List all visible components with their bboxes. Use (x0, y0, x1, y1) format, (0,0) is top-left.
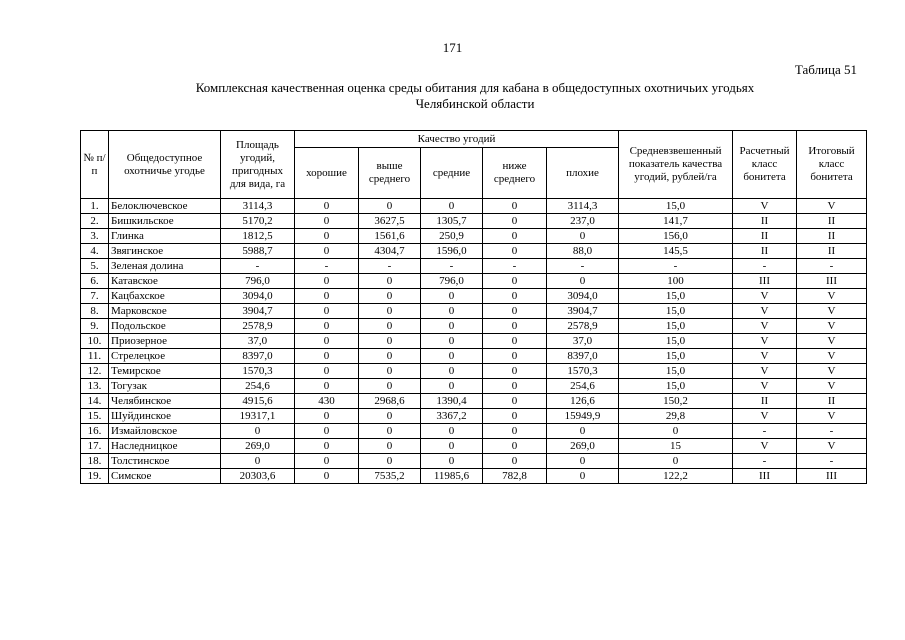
cell-below-average: 782,8 (483, 469, 547, 484)
cell-average: 1596,0 (421, 244, 483, 259)
cell-poor: 0 (547, 229, 619, 244)
table-row (81, 424, 867, 439)
cell-poor: 0 (547, 454, 619, 469)
cell-num: 4. (81, 244, 109, 259)
cell-final-class: II (797, 229, 867, 244)
cell-weighted: 15,0 (619, 304, 733, 319)
cell-calc-class: V (733, 364, 797, 379)
cell-calc-class: - (733, 259, 797, 274)
table-row (81, 214, 867, 229)
cell-area: 5170,2 (221, 214, 295, 229)
cell-average: 0 (421, 349, 483, 364)
cell-area: 269,0 (221, 439, 295, 454)
cell-above-average: 4304,7 (359, 244, 421, 259)
header-quality: Качество угодий (295, 131, 619, 148)
cell-good: 430 (295, 394, 359, 409)
cell-num: 16. (81, 424, 109, 439)
cell-above-average: 0 (359, 364, 421, 379)
cell-above-average: 2968,6 (359, 394, 421, 409)
cell-average: 0 (421, 454, 483, 469)
cell-weighted: 15,0 (619, 364, 733, 379)
cell-average: 3367,2 (421, 409, 483, 424)
cell-poor: 2578,9 (547, 319, 619, 334)
cell-name: Темирское (109, 364, 221, 379)
cell-num: 14. (81, 394, 109, 409)
table-row (81, 274, 867, 289)
cell-below-average: 0 (483, 244, 547, 259)
cell-above-average: 3627,5 (359, 214, 421, 229)
cell-average: 0 (421, 334, 483, 349)
cell-num: 1. (81, 199, 109, 214)
cell-final-class: V (797, 379, 867, 394)
cell-below-average: 0 (483, 199, 547, 214)
cell-above-average: 0 (359, 289, 421, 304)
cell-below-average: 0 (483, 454, 547, 469)
cell-final-class: V (797, 289, 867, 304)
cell-name: Толстинское (109, 454, 221, 469)
page-number: 171 (442, 40, 463, 55)
cell-poor: 0 (547, 274, 619, 289)
cell-poor: 1570,3 (547, 364, 619, 379)
cell-area: 2578,9 (221, 319, 295, 334)
cell-weighted: 15,0 (619, 319, 733, 334)
cell-num: 7. (81, 289, 109, 304)
title-line-1: Комплексная качественная оценка среды обитания для кабана в общедоступных охотничьих угодьях (195, 80, 755, 95)
cell-calc-class: II (733, 229, 797, 244)
table-label: Таблица 51 (794, 62, 857, 77)
cell-num: 12. (81, 364, 109, 379)
table-row (81, 394, 867, 409)
cell-good: 0 (295, 289, 359, 304)
cell-num: 3. (81, 229, 109, 244)
cell-good: 0 (295, 304, 359, 319)
cell-poor: 0 (547, 424, 619, 439)
cell-above-average: 0 (359, 274, 421, 289)
cell-area: 1570,3 (221, 364, 295, 379)
cell-above-average: 0 (359, 199, 421, 214)
cell-final-class: - (797, 259, 867, 274)
header-area: Площадь угодий, пригодных для вида, га (221, 131, 295, 199)
cell-above-average: 0 (359, 319, 421, 334)
cell-final-class: V (797, 364, 867, 379)
cell-weighted: 15,0 (619, 379, 733, 394)
cell-name: Бишкильское (109, 214, 221, 229)
cell-final-class: V (797, 304, 867, 319)
cell-num: 9. (81, 319, 109, 334)
cell-good: 0 (295, 364, 359, 379)
table-row (81, 469, 867, 484)
cell-below-average: 0 (483, 409, 547, 424)
cell-below-average: 0 (483, 319, 547, 334)
cell-num: 15. (81, 409, 109, 424)
cell-calc-class: III (733, 274, 797, 289)
cell-calc-class: V (733, 379, 797, 394)
cell-name: Челябинское (109, 394, 221, 409)
cell-calc-class: II (733, 394, 797, 409)
cell-area: 254,6 (221, 379, 295, 394)
cell-poor: 269,0 (547, 439, 619, 454)
header-name: Общедоступное охотничье угодье (109, 131, 221, 199)
cell-below-average: 0 (483, 379, 547, 394)
cell-weighted: 15,0 (619, 334, 733, 349)
header-average: средние (421, 148, 483, 199)
cell-good: 0 (295, 244, 359, 259)
cell-area: 796,0 (221, 274, 295, 289)
cell-poor: 3094,0 (547, 289, 619, 304)
cell-weighted: 15,0 (619, 289, 733, 304)
cell-above-average: 0 (359, 454, 421, 469)
cell-poor: 3904,7 (547, 304, 619, 319)
table-row (81, 289, 867, 304)
cell-calc-class: V (733, 409, 797, 424)
cell-name: Шуйдинское (109, 409, 221, 424)
cell-name: Катавское (109, 274, 221, 289)
cell-name: Симское (109, 469, 221, 484)
cell-area: 3114,3 (221, 199, 295, 214)
table-row (81, 229, 867, 244)
cell-name: Приозерное (109, 334, 221, 349)
cell-poor: - (547, 259, 619, 274)
header-poor: плохие (547, 148, 619, 199)
cell-weighted: 145,5 (619, 244, 733, 259)
cell-below-average: 0 (483, 424, 547, 439)
cell-name: Наследницкое (109, 439, 221, 454)
cell-above-average: 0 (359, 334, 421, 349)
table-row (81, 334, 867, 349)
cell-good: 0 (295, 439, 359, 454)
cell-area: 0 (221, 454, 295, 469)
habitat-quality-table (80, 130, 867, 484)
header-above-average: выше среднего (359, 148, 421, 199)
cell-calc-class: II (733, 214, 797, 229)
cell-average: 0 (421, 379, 483, 394)
table-row (81, 304, 867, 319)
cell-average: 1305,7 (421, 214, 483, 229)
cell-area: 3094,0 (221, 289, 295, 304)
cell-average: 0 (421, 289, 483, 304)
cell-above-average: 0 (359, 424, 421, 439)
cell-average: 0 (421, 199, 483, 214)
cell-poor: 88,0 (547, 244, 619, 259)
header-calc-class: Расчетный класс бонитета (733, 131, 797, 199)
cell-name: Марковское (109, 304, 221, 319)
cell-poor: 126,6 (547, 394, 619, 409)
cell-name: Стрелецкое (109, 349, 221, 364)
cell-num: 19. (81, 469, 109, 484)
cell-calc-class: V (733, 349, 797, 364)
cell-name: Глинка (109, 229, 221, 244)
cell-weighted: 29,8 (619, 409, 733, 424)
cell-final-class: II (797, 214, 867, 229)
cell-poor: 3114,3 (547, 199, 619, 214)
cell-calc-class: - (733, 454, 797, 469)
cell-weighted: 15,0 (619, 199, 733, 214)
cell-good: 0 (295, 409, 359, 424)
cell-below-average: 0 (483, 289, 547, 304)
cell-final-class: V (797, 319, 867, 334)
cell-area: 4915,6 (221, 394, 295, 409)
cell-calc-class: - (733, 424, 797, 439)
cell-area: 20303,6 (221, 469, 295, 484)
cell-below-average: 0 (483, 364, 547, 379)
cell-average: 796,0 (421, 274, 483, 289)
cell-num: 10. (81, 334, 109, 349)
header-weighted: Средневзвешенный показатель качества угодий, рублей/га (619, 131, 733, 199)
cell-calc-class: V (733, 289, 797, 304)
cell-calc-class: II (733, 244, 797, 259)
cell-final-class: - (797, 454, 867, 469)
cell-average: 250,9 (421, 229, 483, 244)
table-row (81, 199, 867, 214)
cell-num: 13. (81, 379, 109, 394)
cell-good: 0 (295, 379, 359, 394)
cell-average: 0 (421, 364, 483, 379)
table-row (81, 364, 867, 379)
cell-final-class: III (797, 469, 867, 484)
cell-area: 8397,0 (221, 349, 295, 364)
cell-below-average: 0 (483, 274, 547, 289)
cell-below-average: 0 (483, 439, 547, 454)
cell-average: 0 (421, 319, 483, 334)
table-row (81, 244, 867, 259)
table-row (81, 259, 867, 274)
cell-num: 6. (81, 274, 109, 289)
cell-below-average: 0 (483, 304, 547, 319)
table-body (81, 199, 867, 484)
cell-final-class: V (797, 199, 867, 214)
cell-area: 3904,7 (221, 304, 295, 319)
cell-area: 37,0 (221, 334, 295, 349)
cell-final-class: V (797, 349, 867, 364)
cell-final-class: V (797, 439, 867, 454)
cell-weighted: 156,0 (619, 229, 733, 244)
cell-area: 0 (221, 424, 295, 439)
cell-final-class: III (797, 274, 867, 289)
cell-area: - (221, 259, 295, 274)
cell-weighted: 15 (619, 439, 733, 454)
cell-poor: 237,0 (547, 214, 619, 229)
cell-num: 11. (81, 349, 109, 364)
cell-good: 0 (295, 349, 359, 364)
cell-good: - (295, 259, 359, 274)
cell-num: 5. (81, 259, 109, 274)
table-row (81, 439, 867, 454)
cell-above-average: 0 (359, 379, 421, 394)
cell-good: 0 (295, 199, 359, 214)
cell-weighted: 141,7 (619, 214, 733, 229)
cell-num: 18. (81, 454, 109, 469)
cell-average: 0 (421, 439, 483, 454)
cell-good: 0 (295, 319, 359, 334)
cell-calc-class: V (733, 334, 797, 349)
cell-good: 0 (295, 469, 359, 484)
cell-good: 0 (295, 424, 359, 439)
cell-name: Тогузак (109, 379, 221, 394)
cell-above-average: 7535,2 (359, 469, 421, 484)
cell-area: 5988,7 (221, 244, 295, 259)
cell-weighted: 122,2 (619, 469, 733, 484)
cell-name: Измайловское (109, 424, 221, 439)
header-good: хорошие (295, 148, 359, 199)
cell-below-average: 0 (483, 229, 547, 244)
cell-average: 1390,4 (421, 394, 483, 409)
cell-below-average: 0 (483, 349, 547, 364)
cell-final-class: V (797, 409, 867, 424)
table-row (81, 409, 867, 424)
cell-calc-class: V (733, 199, 797, 214)
cell-num: 17. (81, 439, 109, 454)
cell-poor: 37,0 (547, 334, 619, 349)
cell-good: 0 (295, 229, 359, 244)
cell-good: 0 (295, 334, 359, 349)
cell-calc-class: V (733, 304, 797, 319)
table-title (90, 80, 860, 112)
cell-average: 11985,6 (421, 469, 483, 484)
cell-weighted: 0 (619, 454, 733, 469)
header-below-average: ниже среднего (483, 148, 547, 199)
cell-final-class: II (797, 394, 867, 409)
table-row (81, 319, 867, 334)
cell-above-average: 1561,6 (359, 229, 421, 244)
cell-above-average: - (359, 259, 421, 274)
cell-good: 0 (295, 454, 359, 469)
cell-name: Белоключевское (109, 199, 221, 214)
cell-poor: 254,6 (547, 379, 619, 394)
cell-calc-class: V (733, 319, 797, 334)
cell-above-average: 0 (359, 349, 421, 364)
cell-average: 0 (421, 424, 483, 439)
header-num: № п/п (81, 131, 109, 199)
cell-final-class: - (797, 424, 867, 439)
cell-name: Зеленая долина (109, 259, 221, 274)
cell-above-average: 0 (359, 409, 421, 424)
cell-poor: 8397,0 (547, 349, 619, 364)
cell-calc-class: V (733, 439, 797, 454)
cell-below-average: 0 (483, 394, 547, 409)
cell-above-average: 0 (359, 439, 421, 454)
cell-area: 1812,5 (221, 229, 295, 244)
cell-above-average: 0 (359, 304, 421, 319)
table-row (81, 454, 867, 469)
cell-area: 19317,1 (221, 409, 295, 424)
cell-weighted: 0 (619, 424, 733, 439)
cell-num: 2. (81, 214, 109, 229)
cell-weighted: 15,0 (619, 349, 733, 364)
cell-weighted: 150,2 (619, 394, 733, 409)
table-row (81, 349, 867, 364)
cell-weighted: - (619, 259, 733, 274)
cell-good: 0 (295, 214, 359, 229)
cell-final-class: V (797, 334, 867, 349)
cell-average: 0 (421, 304, 483, 319)
cell-average: - (421, 259, 483, 274)
cell-name: Подольское (109, 319, 221, 334)
cell-name: Кацбахское (109, 289, 221, 304)
cell-below-average: 0 (483, 214, 547, 229)
cell-poor: 15949,9 (547, 409, 619, 424)
cell-below-average: 0 (483, 334, 547, 349)
title-line-2: Челябинской области (415, 96, 535, 111)
table-row (81, 379, 867, 394)
cell-poor: 0 (547, 469, 619, 484)
cell-calc-class: III (733, 469, 797, 484)
header-final-class: Итоговый класс бонитета (797, 131, 867, 199)
cell-good: 0 (295, 274, 359, 289)
cell-weighted: 100 (619, 274, 733, 289)
cell-below-average: - (483, 259, 547, 274)
cell-name: Звягинское (109, 244, 221, 259)
cell-num: 8. (81, 304, 109, 319)
cell-final-class: II (797, 244, 867, 259)
